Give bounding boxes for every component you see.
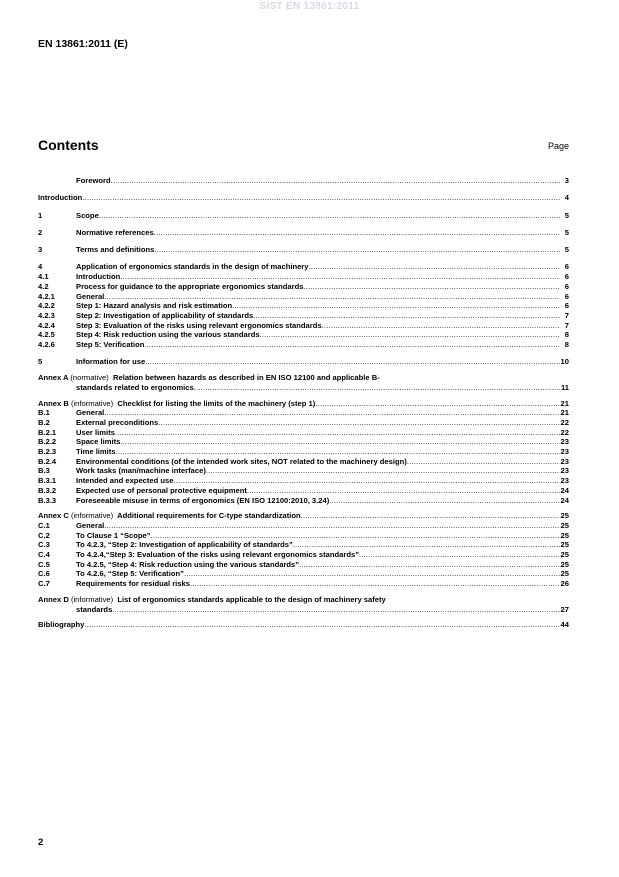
toc-number: B.2.2	[38, 437, 57, 447]
toc-number: 4.2	[38, 281, 49, 291]
toc-number: C.1	[38, 520, 50, 530]
toc-page: 8	[564, 340, 569, 350]
toc-entry-b-2-4[interactable]	[38, 457, 569, 467]
toc-number: C.7	[38, 579, 50, 589]
annex-type: (informative)	[70, 594, 114, 604]
toc-entry-c-5[interactable]	[38, 560, 569, 570]
annex-label: Annex A	[38, 373, 69, 383]
toc-entry-4-2-2[interactable]	[38, 301, 569, 311]
toc-annex-c[interactable]	[38, 511, 569, 521]
toc-page: 26	[560, 579, 569, 589]
toc-title: Normative references	[76, 227, 154, 237]
toc-page: 7	[564, 320, 569, 330]
page-column-label: Page	[547, 141, 569, 151]
toc-entry-introduction[interactable]	[38, 193, 569, 203]
toc-page: 6	[564, 281, 569, 291]
toc-page: 23	[560, 447, 569, 457]
toc-page: 24	[560, 495, 569, 505]
toc-page: 21	[560, 398, 569, 408]
toc-number: 4.2.2	[38, 301, 55, 311]
toc-page: 7	[564, 311, 569, 320]
annex-title-continued: standards	[76, 604, 113, 614]
toc-page: 23	[560, 466, 569, 476]
toc-title: Expected use of personal protective equipment	[76, 485, 247, 495]
toc-title: Work tasks (man/machine interface)	[76, 466, 206, 476]
annex-title: Relation between hazards as described in EN ISO 12100 and applicable B-	[113, 373, 380, 383]
toc-title: Information for use	[76, 357, 146, 367]
annex-label: Annex C	[38, 511, 69, 521]
toc-entry-information-for-use[interactable]	[38, 357, 569, 367]
document-id: EN 13861:2011 (E)	[38, 38, 128, 50]
toc-entry-b-3[interactable]	[38, 466, 569, 476]
toc-page: 44	[560, 620, 569, 630]
toc-page: 6	[564, 272, 569, 282]
toc-entry-4-2-6[interactable]	[38, 340, 569, 350]
toc-page: 5	[564, 227, 569, 237]
toc-title: To Clause 1 “Scope”	[76, 530, 151, 540]
toc-number: 4.2.1	[38, 291, 55, 301]
annex-label: Annex D	[38, 594, 69, 604]
toc-page: 25	[560, 511, 569, 521]
toc-entry-4-2-5[interactable]	[38, 330, 569, 340]
toc-title: Application of ergonomics standards in the design of machinery	[76, 262, 309, 272]
toc-title: Introduction	[38, 193, 83, 203]
toc-entry-normative-references[interactable]	[38, 228, 569, 238]
toc-number: 4.2.5	[38, 330, 55, 340]
toc-number: B.3.2	[38, 485, 57, 495]
toc-page: 25	[560, 559, 569, 569]
toc-number: 4.2.6	[38, 340, 55, 350]
toc-title: Step 1: Hazard analysis and risk estimation	[76, 301, 233, 311]
toc-number: 3	[38, 245, 43, 255]
toc-page: 5	[564, 245, 569, 255]
toc-title: Terms and definitions	[76, 245, 155, 255]
toc-page: 24	[560, 485, 569, 495]
watermark: SIST EN 13861:2011	[259, 1, 360, 12]
toc-annex-a[interactable]	[38, 373, 569, 392]
toc-entry-c-6[interactable]	[38, 569, 569, 579]
toc-title: Environmental conditions (of the intended work sites, NOT related to the machinery design)	[76, 456, 407, 466]
toc-number: 4.1	[38, 272, 49, 282]
toc-entry-4-2-1[interactable]	[38, 292, 569, 302]
toc-page: 25	[560, 569, 569, 579]
toc-title: To 4.2.5, “Step 4: Risk reduction using the various standards”	[76, 559, 300, 569]
toc-title: Process for guidance to the appropriate ergonomics standards	[76, 281, 304, 291]
toc-page: 8	[564, 330, 569, 340]
toc-annex-b[interactable]	[38, 399, 569, 409]
toc-entry-c-1[interactable]	[38, 521, 569, 531]
toc-entry-c-3[interactable]	[38, 540, 569, 550]
toc-number: 1	[38, 210, 43, 220]
toc-entry-c-7[interactable]	[38, 579, 569, 589]
toc-page: 21	[560, 408, 569, 418]
toc-page: 27	[560, 604, 569, 614]
toc-page: 5	[564, 210, 569, 220]
toc-title: Step 5: Verification	[76, 340, 145, 350]
toc-page: 23	[560, 476, 569, 486]
toc-title: Step 4: Risk reduction using the various standards	[76, 330, 260, 340]
toc-number: B.1	[38, 408, 50, 418]
toc-title: Foreword	[76, 176, 111, 185]
toc-page: 23	[560, 437, 569, 447]
annex-title: List of ergonomics standards applicable to the design of machinery safety	[117, 594, 386, 604]
page-number: 2	[38, 837, 44, 848]
toc-title: To 4.2.3, “Step 2: Investigation of applicability of standards”	[76, 540, 293, 550]
toc-number: 5	[38, 357, 43, 367]
toc-page: 22	[560, 427, 569, 437]
toc-page: 25	[560, 530, 569, 540]
toc-entry-bibliography[interactable]	[38, 620, 569, 630]
toc-page: 25	[560, 540, 569, 550]
toc-title: Requirements for residual risks	[76, 579, 190, 589]
toc-entry-scope[interactable]	[38, 211, 569, 221]
toc-title: Step 3: Evaluation of the risks using relevant ergonomics standards	[76, 320, 322, 330]
toc-number: B.2.3	[38, 447, 57, 457]
toc-title: User limits	[76, 427, 115, 437]
toc-title: To 4.2.4,“Step 3: Evaluation of the risks using relevant ergonomics standards”	[76, 550, 360, 560]
toc-entry-b-3-3[interactable]	[38, 496, 569, 506]
toc-entry-4-2-4[interactable]	[38, 321, 569, 331]
toc-entry-terms-definitions[interactable]	[38, 245, 569, 255]
toc-entry-b-1[interactable]	[38, 408, 569, 418]
toc-number: B.3	[38, 466, 50, 476]
toc-number: B.3.1	[38, 476, 57, 486]
toc-entry-b-3-1[interactable]	[38, 476, 569, 486]
toc-number: B.2.1	[38, 427, 57, 437]
toc-title: General	[76, 291, 105, 301]
toc-entry-b-2-2[interactable]	[38, 437, 569, 447]
toc-annex-d[interactable]	[38, 595, 569, 614]
toc-title: Foreseeable misuse in terms of ergonomics (EN ISO 12100:2010, 3.24)	[76, 495, 330, 505]
toc-entry-foreword[interactable]	[38, 176, 569, 186]
toc-entry-4-2-3[interactable]	[38, 311, 569, 321]
toc-page: 22	[560, 417, 569, 427]
toc-number: 2	[38, 227, 43, 237]
toc-number: 4	[38, 262, 43, 272]
toc-entry-b-2-3[interactable]	[38, 447, 569, 457]
annex-type: (informative)	[70, 398, 114, 408]
toc-title: External preconditions	[76, 417, 159, 427]
toc-number: C.3	[38, 540, 50, 550]
toc-title: Step 2: Investigation of applicability of standards	[76, 311, 254, 320]
toc-entry-b-2[interactable]	[38, 418, 569, 428]
toc-title: To 4.2.6, “Step 5: Verification”	[76, 569, 184, 579]
toc-number: B.2.4	[38, 456, 57, 466]
toc-page: 6	[564, 262, 569, 272]
toc-title: Bibliography	[38, 620, 85, 630]
toc-entry-clause-4[interactable]	[38, 262, 569, 272]
annex-type: (normative)	[70, 373, 109, 383]
toc-title: Intended and expected use	[76, 476, 174, 486]
toc-title: General	[76, 520, 105, 530]
toc-number: 4.2.4	[38, 320, 55, 330]
table-of-contents	[38, 176, 569, 630]
annex-type: (informative)	[70, 511, 114, 521]
toc-number: C.5	[38, 559, 50, 569]
toc-entry-c-2[interactable]	[38, 531, 569, 541]
toc-page: 6	[564, 291, 569, 301]
toc-number: B.3.3	[38, 495, 57, 505]
annex-title: Checklist for listing the limits of the machinery (step 1)	[117, 398, 316, 408]
toc-entry-4-2[interactable]	[38, 282, 569, 292]
annex-label: Annex B	[38, 398, 69, 408]
toc-entry-c-4[interactable]	[38, 550, 569, 560]
toc-title: Scope	[76, 210, 99, 220]
toc-entry-b-2-1[interactable]	[38, 428, 569, 438]
toc-page: 11	[560, 382, 569, 392]
toc-page: 4	[564, 193, 569, 203]
toc-page: 25	[560, 550, 569, 560]
toc-entry-b-3-2[interactable]	[38, 486, 569, 496]
toc-page: 3	[564, 176, 569, 185]
toc-title: General	[76, 408, 105, 418]
toc-title: Time limits	[76, 447, 116, 457]
annex-title: Additional requirements for C-type standardization	[117, 511, 301, 521]
toc-page: 10	[560, 357, 569, 367]
toc-page: 23	[560, 456, 569, 466]
toc-page: 25	[560, 520, 569, 530]
contents-heading: Contents	[38, 137, 99, 153]
toc-number: C.2	[38, 530, 50, 540]
toc-page: 6	[564, 301, 569, 311]
toc-title: Space limits	[76, 437, 121, 447]
annex-title-continued: standards related to ergonomics	[76, 382, 194, 392]
toc-number: 4.2.3	[38, 311, 55, 320]
toc-title: Introduction	[76, 272, 121, 282]
toc-number: C.4	[38, 550, 50, 560]
toc-number: B.2	[38, 417, 50, 427]
toc-entry-4-1[interactable]	[38, 272, 569, 282]
toc-number: C.6	[38, 569, 50, 579]
